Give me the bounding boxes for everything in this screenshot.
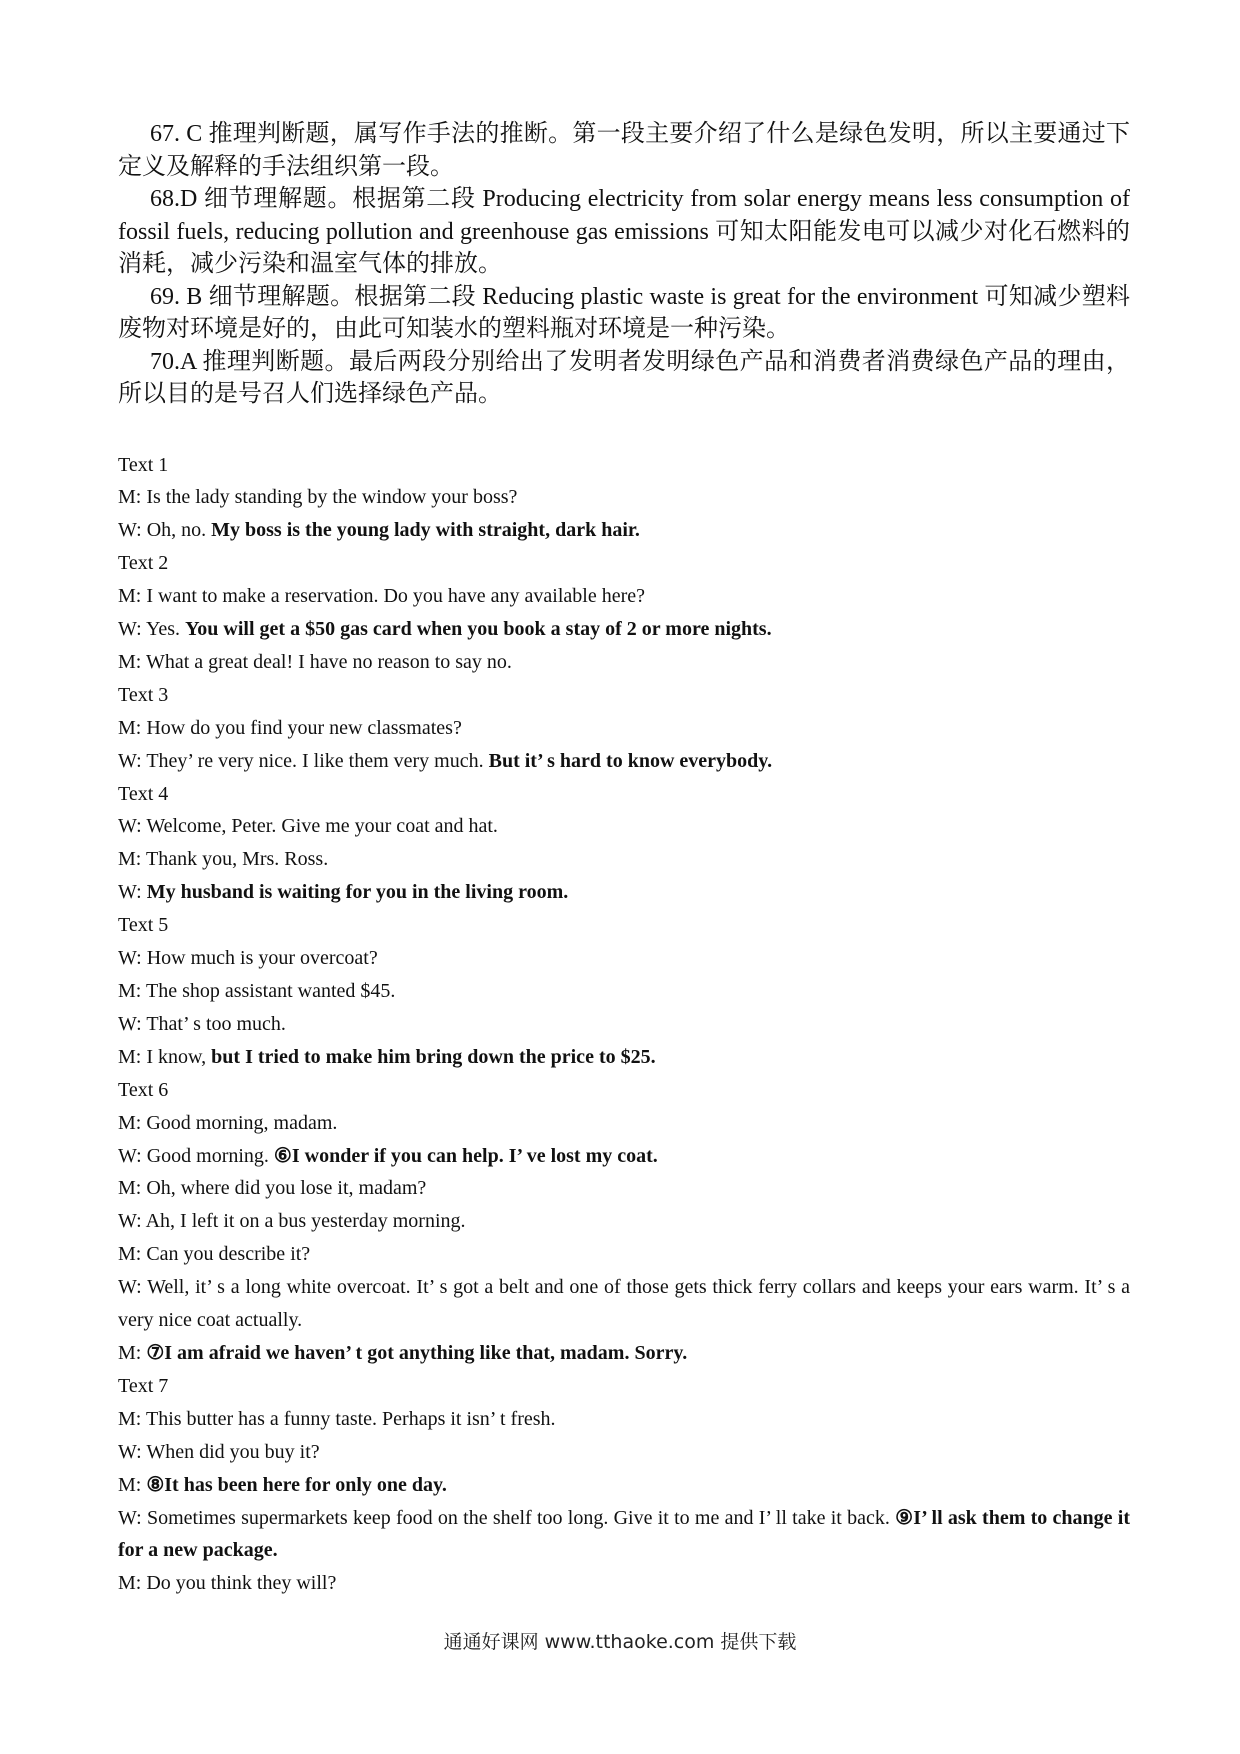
dialogue-plain-text: W: Good morning. — [118, 1144, 274, 1167]
dialogue-line — [118, 1140, 1130, 1173]
dialogue-line — [118, 481, 1130, 514]
dialogue-plain-text: M: The shop assistant wanted $45. — [118, 980, 396, 1002]
dialogue-line — [118, 1271, 1130, 1337]
dialogue-line — [118, 1172, 1130, 1205]
dialogue-plain-text: M: What a great deal! I have no reason to say no. — [118, 650, 512, 673]
dialogue-plain-text: M: Can you describe it? — [118, 1243, 311, 1266]
dialogue-line — [118, 1337, 1130, 1370]
dialogue-line — [118, 1041, 1130, 1074]
dialogue-plain-text: W: Yes. — [118, 618, 186, 641]
dialogue-line — [118, 712, 1130, 745]
dialogue-line — [118, 810, 1130, 843]
dialogue-line — [118, 843, 1130, 876]
section-heading — [118, 909, 1130, 942]
dialogue-plain-text: W: Oh, no. — [118, 519, 212, 542]
dialogue-key-sentence: ⑥I wonder if you can help. I’ ve lost my coat. — [273, 1144, 658, 1167]
dialogue-plain-text: M: Good morning, madam. — [118, 1111, 338, 1134]
dialogue-plain-text: M: — [118, 1341, 147, 1364]
dialogue-line — [118, 942, 1130, 975]
dialogue-plain-text: Text 6 — [118, 1078, 169, 1101]
dialogue-line — [118, 646, 1130, 679]
dialogue-plain-text: M: Thank you, Mrs. Ross. — [118, 848, 329, 871]
section-heading — [118, 547, 1130, 580]
dialogue-key-sentence: ⑨I’ ll ask them to change it for a new package. — [118, 1506, 1131, 1562]
dialogue-plain-text: Text 1 — [118, 453, 169, 476]
dialogue-line — [118, 876, 1130, 909]
answer-70: 70.A 推理判断题。最后两段分别给出了发明者发明绿色产品和消费者消费绿色产品的理由，所以目的是号召人们选择绿色产品。 — [118, 348, 1130, 407]
section-heading — [118, 778, 1130, 811]
dialogue-plain-text: Text 4 — [118, 782, 169, 805]
listening-transcript — [118, 449, 1130, 1601]
section-heading — [118, 1370, 1130, 1403]
dialogue-plain-text: M: I want to make a reservation. Do you have any available here? — [118, 585, 646, 608]
dialogue-line — [118, 1567, 1130, 1600]
dialogue-plain-text: M: — [118, 1473, 147, 1496]
dialogue-line — [118, 1107, 1130, 1140]
dialogue-plain-text: M: Oh, where did you lose it, madam? — [118, 1177, 427, 1200]
answer-67: 67. C 推理判断题，属写作手法的推断。第一段主要介绍了什么是绿色发明，所以主要通过下定义及解释的手法组织第一段。 — [118, 121, 1130, 180]
dialogue-line — [118, 1436, 1130, 1469]
section-heading — [118, 679, 1130, 712]
section-heading — [118, 1074, 1130, 1107]
dialogue-plain-text: M: How do you find your new classmates? — [118, 716, 462, 739]
dialogue-key-sentence: but I tried to make him bring down the price to $25. — [211, 1045, 656, 1068]
answer-69: 69. B 细节理解题。根据第二段 Reducing plastic waste is great for the environment 可知减少塑料废物对环境是好的，由此可知装水的塑料瓶对环境是一种污染。 — [118, 283, 1130, 342]
answer-68: 68.D 细节理解题。根据第二段 Producing electricity from solar energy means less consumption of fossil fuels, reducing pollution and greenhouse gas emissions 可知太阳能发电可以减少对化石燃料的消耗，减少污染和温室气体的排放。 — [118, 186, 1130, 277]
dialogue-line — [118, 1469, 1130, 1502]
answer-explanations — [118, 118, 1130, 411]
dialogue-plain-text: W: That’ s too much. — [118, 1012, 286, 1035]
dialogue-line — [118, 580, 1130, 613]
dialogue-key-sentence: You will get a $50 gas card when you book a stay of 2 or more nights. — [185, 618, 772, 641]
dialogue-plain-text: M: Is the lady standing by the window your boss? — [118, 486, 518, 509]
dialogue-plain-text: W: Ah, I left it on a bus yesterday morning. — [118, 1210, 466, 1233]
dialogue-plain-text: Text 5 — [118, 914, 169, 937]
section-heading — [118, 449, 1130, 482]
dialogue-key-sentence: ⑦I am afraid we haven’ t got anything like that, madam. Sorry. — [146, 1341, 688, 1364]
dialogue-plain-text: W: Well, it’ s a long white overcoat. It’ s got a belt and one of those gets thick ferry collars and keeps your ears warm. It’ s a very nice coat actually. — [118, 1276, 1130, 1332]
dialogue-plain-text: Text 7 — [118, 1374, 169, 1397]
dialogue-plain-text: W: How much is your overcoat? — [118, 947, 378, 970]
dialogue-key-sentence: ⑧It has been here for only one day. — [146, 1473, 447, 1496]
dialogue-line — [118, 514, 1130, 547]
dialogue-key-sentence: My boss is the young lady with straight, dark hair. — [211, 519, 640, 542]
dialogue-plain-text: W: When did you buy it? — [118, 1440, 320, 1463]
dialogue-line — [118, 745, 1130, 778]
dialogue-plain-text: W: Sometimes supermarkets keep food on the shelf too long. Give it to me and I’ ll take it back. — [118, 1506, 896, 1529]
dialogue-line — [118, 1238, 1130, 1271]
dialogue-key-sentence: My husband is waiting for you in the living room. — [146, 881, 569, 904]
dialogue-plain-text: M: This butter has a funny taste. Perhaps it isn’ t fresh. — [118, 1407, 556, 1430]
dialogue-line — [118, 975, 1130, 1008]
dialogue-line — [118, 1403, 1130, 1436]
dialogue-plain-text: Text 3 — [118, 683, 169, 706]
page-footer: 通通好课网 www.tthaoke.com 提供下载 — [443, 1631, 797, 1653]
dialogue-line — [118, 613, 1130, 646]
dialogue-key-sentence: But it’ s hard to know everybody. — [488, 749, 773, 772]
dialogue-plain-text: M: I know, — [118, 1045, 212, 1068]
dialogue-line — [118, 1008, 1130, 1041]
document-page — [118, 118, 1130, 1600]
dialogue-plain-text: W: They’ re very nice. I like them very much. — [118, 749, 489, 772]
dialogue-line — [118, 1205, 1130, 1238]
dialogue-plain-text: W: Welcome, Peter. Give me your coat and hat. — [118, 815, 498, 838]
dialogue-plain-text: Text 2 — [118, 552, 169, 575]
dialogue-plain-text: M: Do you think they will? — [118, 1572, 337, 1595]
dialogue-line — [118, 1502, 1130, 1568]
dialogue-plain-text: W: — [118, 881, 147, 904]
